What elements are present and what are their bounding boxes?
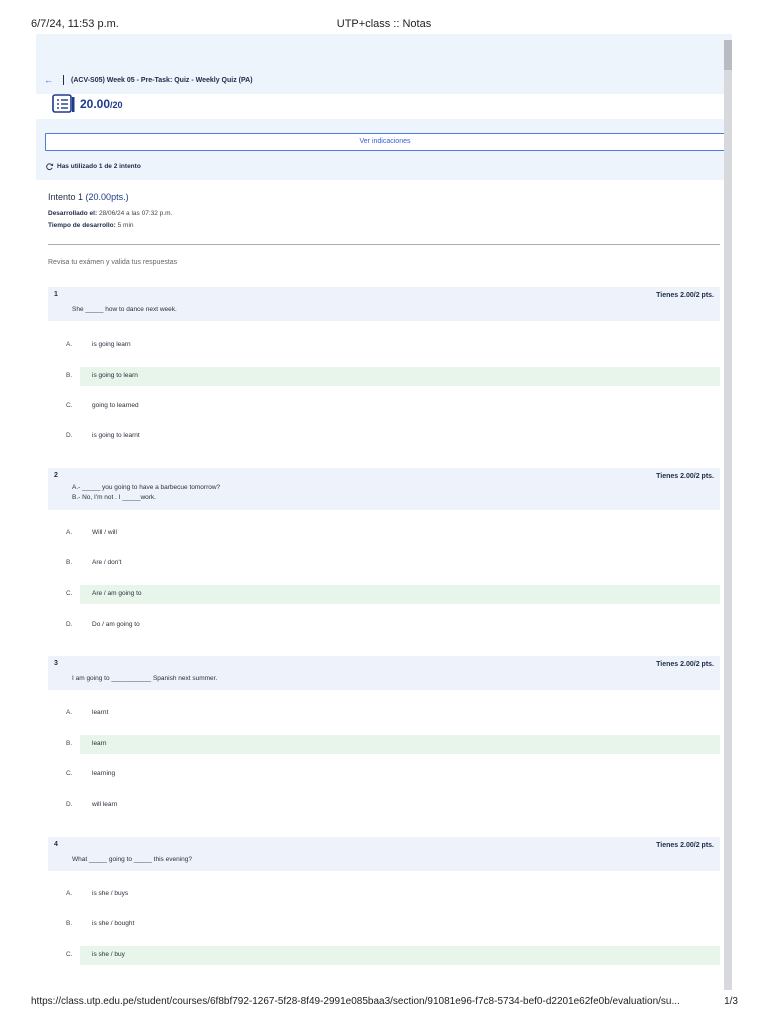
- question-text: [72, 855, 192, 865]
- option-text: Will / will: [92, 529, 117, 536]
- option-letter: A.: [66, 709, 73, 716]
- score-card: [36, 94, 724, 119]
- developed-value: 28/06/24 a las 07:32 p.m.: [98, 210, 173, 217]
- question-number: 2: [54, 472, 58, 479]
- option-letter: C.: [66, 951, 73, 958]
- option-text: is she / bought: [92, 920, 135, 927]
- answer-option-correct[interactable]: [48, 946, 720, 965]
- answer-option-correct[interactable]: [48, 735, 720, 754]
- answer-option[interactable]: [48, 616, 720, 635]
- option-text: is she / buy: [92, 951, 125, 958]
- question-text-line: What _____ going to _____ this evening?: [72, 856, 192, 863]
- answer-option[interactable]: [48, 397, 720, 416]
- attempt-content: [36, 180, 724, 974]
- section-divider: [48, 244, 720, 245]
- back-arrow-icon[interactable]: ←: [44, 75, 53, 85]
- answer-option[interactable]: [48, 336, 720, 355]
- refresh-icon: [45, 162, 54, 171]
- option-letter: B.: [66, 920, 73, 927]
- option-text: will learn: [92, 801, 118, 808]
- correct-highlight: [80, 735, 720, 754]
- correct-highlight: [80, 946, 720, 965]
- answer-option[interactable]: [48, 427, 720, 446]
- option-text: learn: [92, 740, 107, 747]
- question-text: [72, 674, 217, 684]
- question-score: Tienes 2.00/2 pts.: [656, 292, 714, 299]
- answer-option[interactable]: [48, 524, 720, 543]
- option-text: learning: [92, 770, 116, 777]
- option-text: is she / buys: [92, 890, 129, 897]
- breadcrumb-separator: [63, 75, 64, 85]
- score-total: /20: [110, 100, 123, 110]
- question-score: Tienes 2.00/2 pts.: [656, 842, 714, 849]
- intento-points: (20.00pts.): [85, 192, 129, 202]
- instructions-text: Revisa tu exámen y valida tus respuestas: [48, 259, 178, 266]
- question-score: Tienes 2.00/2 pts.: [656, 661, 714, 668]
- score-obtained: 20.00: [80, 97, 111, 111]
- option-text: Are / am going to: [92, 590, 142, 597]
- development-time: [48, 222, 134, 229]
- option-letter: C.: [66, 770, 73, 777]
- intento-label: Intento 1: [48, 192, 84, 202]
- print-date: 6/7/24, 11:53 p.m.: [31, 18, 119, 30]
- question-header: [48, 656, 720, 690]
- page-viewport: [36, 34, 732, 974]
- option-letter: D.: [66, 621, 73, 628]
- time-label: Tiempo de desarrollo:: [48, 222, 116, 229]
- answer-option[interactable]: [48, 885, 720, 904]
- question-number: 4: [54, 841, 58, 848]
- option-letter: A.: [66, 529, 73, 536]
- option-text: Do / am going to: [92, 621, 140, 628]
- question-text-line: She _____ how to dance next week.: [72, 306, 177, 313]
- correct-highlight: [80, 367, 720, 386]
- time-value: 5 min: [117, 222, 134, 229]
- option-letter: D.: [66, 801, 73, 808]
- scrollbar-thumb[interactable]: [724, 40, 732, 70]
- option-text: is going to learnt: [92, 432, 140, 439]
- question-number: 3: [54, 660, 58, 667]
- print-page-number: 1/3: [724, 996, 738, 1007]
- question-header: [48, 287, 720, 321]
- option-text: is going to learn: [92, 372, 138, 379]
- question-text-line: A.- _____ you going to have a barbecue tomorrow?: [72, 484, 221, 491]
- option-letter: B.: [66, 740, 73, 747]
- correct-highlight: [80, 585, 720, 604]
- answer-option[interactable]: [48, 796, 720, 815]
- option-letter: C.: [66, 402, 73, 409]
- quiz-checklist-icon: [52, 94, 76, 114]
- option-letter: C.: [66, 590, 73, 597]
- breadcrumb-title: (ACV-S05) Week 05 - Pre-Task: Quiz - Weekly Quiz (PA): [71, 77, 253, 84]
- option-letter: A.: [66, 341, 73, 348]
- option-letter: D.: [66, 432, 73, 439]
- question-number: 1: [54, 291, 58, 298]
- attempts-info: [45, 162, 141, 171]
- score-value: [80, 97, 123, 111]
- answer-option-correct[interactable]: [48, 367, 720, 386]
- option-text: learnt: [92, 709, 109, 716]
- developed-label: Desarrollado el:: [48, 210, 98, 217]
- question-text: [72, 483, 220, 503]
- question-text-line: I am going to ___________ Spanish next summer.: [72, 675, 218, 682]
- top-bar: [36, 68, 722, 94]
- option-text: going to learned: [92, 402, 139, 409]
- print-url: https://class.utp.edu.pe/student/courses/6f8bf792-1267-5f28-8f49-2991e085baa3/section/91081e96-f7c8-5734-bef0-d2201e62fe0b/evaluation/su...: [31, 996, 680, 1007]
- answer-option[interactable]: [48, 915, 720, 934]
- question-text-line: B.- No, I'm not . I _____work.: [72, 494, 156, 501]
- option-letter: A.: [66, 890, 73, 897]
- option-letter: B.: [66, 559, 73, 566]
- question-score: Tienes 2.00/2 pts.: [656, 473, 714, 480]
- print-footer: [0, 993, 768, 1013]
- intento-heading: [48, 192, 129, 202]
- attempts-text: Has utilizado 1 de 2 intento: [57, 163, 141, 171]
- answer-option[interactable]: [48, 704, 720, 723]
- print-page-title: UTP+class :: Notas: [336, 18, 432, 30]
- ver-indicaciones-button[interactable]: Ver indicaciones: [45, 133, 725, 151]
- option-letter: B.: [66, 372, 73, 379]
- answer-option[interactable]: [48, 554, 720, 573]
- question-text: [72, 305, 177, 315]
- question-header: [48, 468, 720, 510]
- developed-date: [48, 210, 172, 217]
- option-text: is going learn: [92, 341, 131, 348]
- question-header: [48, 837, 720, 871]
- answer-option-correct[interactable]: [48, 585, 720, 604]
- vertical-scrollbar[interactable]: [724, 40, 732, 990]
- print-header: [0, 14, 768, 34]
- option-text: Are / don't: [92, 559, 122, 566]
- answer-option[interactable]: [48, 765, 720, 784]
